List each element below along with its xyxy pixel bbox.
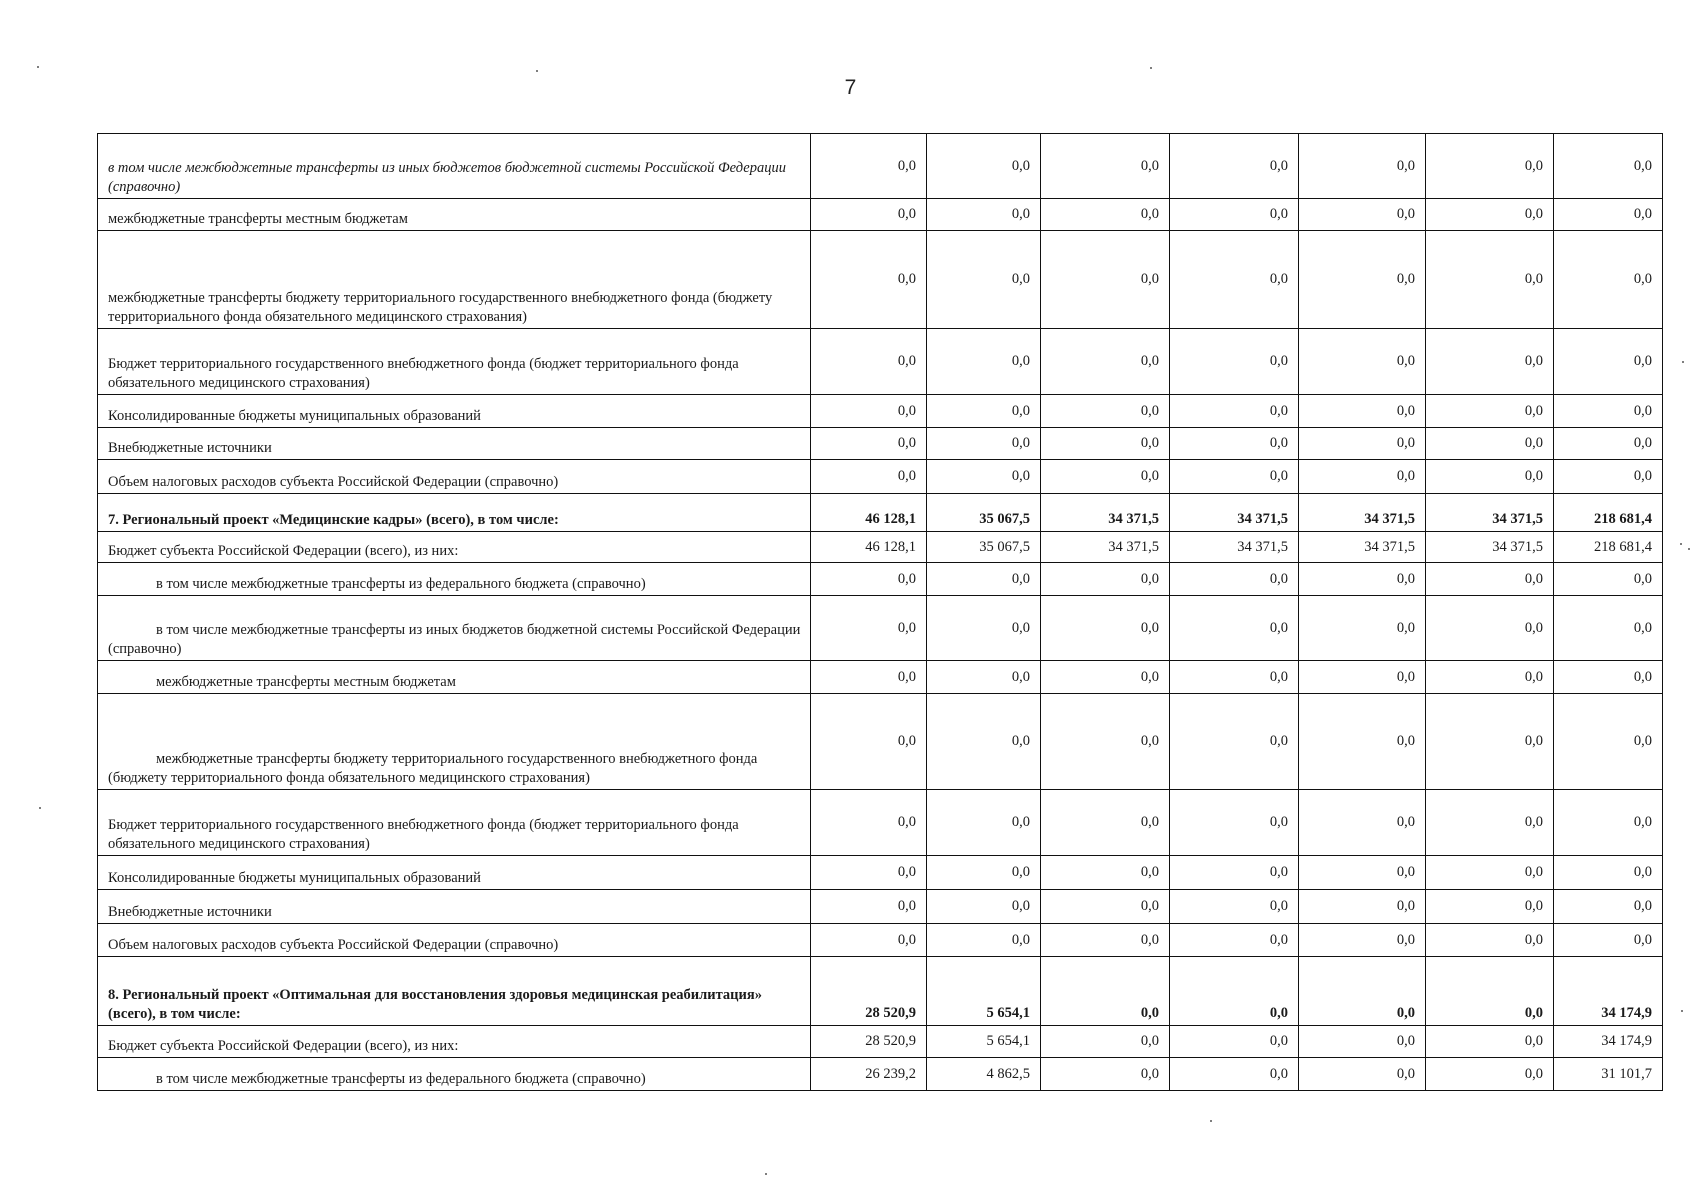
value-cell: 0,0 bbox=[1041, 790, 1170, 856]
value-cell: 28 520,9 bbox=[811, 1026, 927, 1058]
value-cell: 0,0 bbox=[927, 428, 1041, 460]
table-row bbox=[98, 1058, 1663, 1091]
value-cell: 0,0 bbox=[1426, 790, 1554, 856]
value-cell: 0,0 bbox=[811, 563, 927, 596]
value-cell: 218 681,4 bbox=[1554, 532, 1663, 563]
value-cell: 0,0 bbox=[1170, 134, 1299, 199]
value-cell: 0,0 bbox=[811, 596, 927, 661]
value-cell: 0,0 bbox=[927, 890, 1041, 924]
value-cell: 34 371,5 bbox=[1426, 532, 1554, 563]
value-cell: 5 654,1 bbox=[927, 957, 1041, 1026]
value-cell: 0,0 bbox=[1426, 563, 1554, 596]
value-cell: 0,0 bbox=[1041, 1026, 1170, 1058]
value-cell: 0,0 bbox=[1041, 924, 1170, 957]
value-cell: 0,0 bbox=[1426, 924, 1554, 957]
value-cell: 0,0 bbox=[1299, 563, 1426, 596]
scan-speck bbox=[765, 1173, 767, 1175]
row-label: межбюджетные трансферты бюджету территориального государственного внебюджетного фонда (бюджету территориального фонда обязательного медицинского страхования) bbox=[98, 231, 811, 329]
value-cell: 26 239,2 bbox=[811, 1058, 927, 1091]
table-row bbox=[98, 596, 1663, 661]
value-cell: 0,0 bbox=[1554, 199, 1663, 231]
value-cell: 0,0 bbox=[1426, 428, 1554, 460]
value-cell: 0,0 bbox=[1041, 460, 1170, 494]
value-cell: 0,0 bbox=[811, 395, 927, 428]
row-label: Бюджет субъекта Российской Федерации (всего), из них: bbox=[98, 1026, 811, 1058]
value-cell: 0,0 bbox=[927, 924, 1041, 957]
row-label: Внебюджетные источники bbox=[98, 890, 811, 924]
scan-speck bbox=[37, 66, 39, 68]
value-cell: 0,0 bbox=[1299, 199, 1426, 231]
value-cell: 0,0 bbox=[1299, 890, 1426, 924]
value-cell: 0,0 bbox=[1426, 856, 1554, 890]
value-cell: 0,0 bbox=[1554, 460, 1663, 494]
value-cell: 0,0 bbox=[811, 790, 927, 856]
table-row bbox=[98, 790, 1663, 856]
value-cell: 0,0 bbox=[1170, 596, 1299, 661]
value-cell: 34 371,5 bbox=[1170, 494, 1299, 532]
value-cell: 34 174,9 bbox=[1554, 1026, 1663, 1058]
value-cell: 0,0 bbox=[1299, 134, 1426, 199]
table-row bbox=[98, 199, 1663, 231]
row-label: Бюджет субъекта Российской Федерации (всего), из них: bbox=[98, 532, 811, 563]
value-cell: 0,0 bbox=[1426, 395, 1554, 428]
table-row bbox=[98, 231, 1663, 329]
value-cell: 0,0 bbox=[1426, 957, 1554, 1026]
value-cell: 0,0 bbox=[1041, 890, 1170, 924]
scan-speck bbox=[1681, 1010, 1683, 1012]
value-cell: 0,0 bbox=[1041, 395, 1170, 428]
value-cell: 0,0 bbox=[1170, 1026, 1299, 1058]
value-cell: 0,0 bbox=[811, 924, 927, 957]
value-cell: 46 128,1 bbox=[811, 532, 927, 563]
value-cell: 0,0 bbox=[1170, 563, 1299, 596]
value-cell: 0,0 bbox=[1041, 856, 1170, 890]
table-row bbox=[98, 428, 1663, 460]
scan-speck bbox=[1680, 543, 1682, 545]
value-cell: 0,0 bbox=[927, 231, 1041, 329]
value-cell: 0,0 bbox=[1170, 199, 1299, 231]
value-cell: 0,0 bbox=[1041, 1058, 1170, 1091]
value-cell: 0,0 bbox=[927, 329, 1041, 395]
value-cell: 34 371,5 bbox=[1170, 532, 1299, 563]
table-row bbox=[98, 661, 1663, 694]
value-cell: 0,0 bbox=[1041, 199, 1170, 231]
value-cell: 0,0 bbox=[1170, 694, 1299, 790]
value-cell: 0,0 bbox=[1041, 563, 1170, 596]
value-cell: 218 681,4 bbox=[1554, 494, 1663, 532]
section-header-row bbox=[98, 494, 1663, 532]
value-cell: 0,0 bbox=[1170, 460, 1299, 494]
value-cell: 0,0 bbox=[927, 199, 1041, 231]
row-label: Объем налоговых расходов субъекта Российской Федерации (справочно) bbox=[98, 460, 811, 494]
value-cell: 0,0 bbox=[1170, 428, 1299, 460]
value-cell: 0,0 bbox=[1170, 1058, 1299, 1091]
value-cell: 0,0 bbox=[927, 856, 1041, 890]
row-label: в том числе межбюджетные трансферты из федерального бюджета (справочно) bbox=[98, 1058, 811, 1091]
value-cell: 0,0 bbox=[1426, 329, 1554, 395]
value-cell: 0,0 bbox=[1299, 924, 1426, 957]
value-cell: 34 371,5 bbox=[1299, 494, 1426, 532]
table-row bbox=[98, 329, 1663, 395]
row-label: Внебюджетные источники bbox=[98, 428, 811, 460]
table-row bbox=[98, 1026, 1663, 1058]
row-label: Консолидированные бюджеты муниципальных образований bbox=[98, 395, 811, 428]
value-cell: 0,0 bbox=[1170, 957, 1299, 1026]
table-row bbox=[98, 856, 1663, 890]
value-cell: 0,0 bbox=[927, 395, 1041, 428]
table-row bbox=[98, 460, 1663, 494]
value-cell: 0,0 bbox=[811, 231, 927, 329]
scan-speck bbox=[1688, 548, 1690, 550]
value-cell: 0,0 bbox=[1170, 395, 1299, 428]
value-cell: 0,0 bbox=[1554, 856, 1663, 890]
value-cell: 0,0 bbox=[1426, 134, 1554, 199]
value-cell: 0,0 bbox=[1299, 395, 1426, 428]
section-header-row bbox=[98, 957, 1663, 1026]
value-cell: 0,0 bbox=[1299, 231, 1426, 329]
value-cell: 0,0 bbox=[1554, 694, 1663, 790]
value-cell: 0,0 bbox=[1554, 890, 1663, 924]
value-cell: 0,0 bbox=[1041, 231, 1170, 329]
row-label: межбюджетные трансферты местным бюджетам bbox=[98, 199, 811, 231]
value-cell: 0,0 bbox=[1554, 231, 1663, 329]
value-cell: 0,0 bbox=[811, 428, 927, 460]
row-label: Бюджет территориального государственного внебюджетного фонда (бюджет территориального фонда обязательного медицинского страхования) bbox=[98, 329, 811, 395]
value-cell: 0,0 bbox=[811, 199, 927, 231]
row-label: Консолидированные бюджеты муниципальных образований bbox=[98, 856, 811, 890]
value-cell: 35 067,5 bbox=[927, 494, 1041, 532]
table-row bbox=[98, 924, 1663, 957]
value-cell: 5 654,1 bbox=[927, 1026, 1041, 1058]
value-cell: 35 067,5 bbox=[927, 532, 1041, 563]
row-label: 7. Региональный проект «Медицинские кадры» (всего), в том числе: bbox=[98, 494, 811, 532]
row-label: Объем налоговых расходов субъекта Российской Федерации (справочно) bbox=[98, 924, 811, 957]
value-cell: 0,0 bbox=[1426, 661, 1554, 694]
value-cell: 4 862,5 bbox=[927, 1058, 1041, 1091]
value-cell: 0,0 bbox=[1170, 890, 1299, 924]
value-cell: 0,0 bbox=[1170, 329, 1299, 395]
value-cell: 0,0 bbox=[811, 460, 927, 494]
value-cell: 0,0 bbox=[1554, 596, 1663, 661]
value-cell: 0,0 bbox=[811, 661, 927, 694]
value-cell: 0,0 bbox=[1041, 661, 1170, 694]
value-cell: 0,0 bbox=[1426, 231, 1554, 329]
value-cell: 0,0 bbox=[1299, 460, 1426, 494]
value-cell: 34 371,5 bbox=[1041, 494, 1170, 532]
scan-speck bbox=[1210, 1120, 1212, 1122]
value-cell: 46 128,1 bbox=[811, 494, 927, 532]
value-cell: 28 520,9 bbox=[811, 957, 927, 1026]
table-row bbox=[98, 694, 1663, 790]
value-cell: 0,0 bbox=[811, 694, 927, 790]
value-cell: 0,0 bbox=[811, 329, 927, 395]
value-cell: 0,0 bbox=[1554, 428, 1663, 460]
value-cell: 0,0 bbox=[1041, 428, 1170, 460]
row-label: межбюджетные трансферты бюджету территориального государственного внебюджетного фонда (бюджету территориального фонда обязательного медицинского страхования) bbox=[98, 694, 811, 790]
value-cell: 0,0 bbox=[1170, 856, 1299, 890]
value-cell: 0,0 bbox=[1554, 790, 1663, 856]
value-cell: 0,0 bbox=[1299, 329, 1426, 395]
value-cell: 0,0 bbox=[1299, 661, 1426, 694]
value-cell: 0,0 bbox=[1170, 924, 1299, 957]
value-cell: 0,0 bbox=[1554, 134, 1663, 199]
row-label: Бюджет территориального государственного внебюджетного фонда (бюджет территориального фонда обязательного медицинского страхования) bbox=[98, 790, 811, 856]
value-cell: 0,0 bbox=[811, 134, 927, 199]
value-cell: 0,0 bbox=[1426, 460, 1554, 494]
table-row bbox=[98, 563, 1663, 596]
value-cell: 0,0 bbox=[811, 856, 927, 890]
value-cell: 0,0 bbox=[927, 460, 1041, 494]
row-label: в том числе межбюджетные трансферты из иных бюджетов бюджетной системы Российской Федерации (справочно) bbox=[98, 596, 811, 661]
value-cell: 0,0 bbox=[1426, 1058, 1554, 1091]
page-number: 7 bbox=[844, 76, 857, 99]
value-cell: 0,0 bbox=[1041, 134, 1170, 199]
scan-speck bbox=[39, 807, 41, 809]
value-cell: 0,0 bbox=[1299, 428, 1426, 460]
value-cell: 0,0 bbox=[1426, 596, 1554, 661]
scan-speck bbox=[1682, 361, 1684, 363]
scan-speck bbox=[536, 70, 538, 72]
value-cell: 0,0 bbox=[1554, 563, 1663, 596]
value-cell: 0,0 bbox=[1299, 957, 1426, 1026]
table-row bbox=[98, 532, 1663, 563]
value-cell: 34 371,5 bbox=[1426, 494, 1554, 532]
value-cell: 0,0 bbox=[1554, 329, 1663, 395]
value-cell: 0,0 bbox=[1041, 694, 1170, 790]
value-cell: 0,0 bbox=[1299, 1026, 1426, 1058]
value-cell: 0,0 bbox=[1170, 231, 1299, 329]
row-label: в том числе межбюджетные трансферты из федерального бюджета (справочно) bbox=[98, 563, 811, 596]
value-cell: 0,0 bbox=[1299, 1058, 1426, 1091]
value-cell: 0,0 bbox=[927, 790, 1041, 856]
value-cell: 34 371,5 bbox=[1299, 532, 1426, 563]
value-cell: 0,0 bbox=[1041, 329, 1170, 395]
value-cell: 0,0 bbox=[1170, 661, 1299, 694]
table-row bbox=[98, 395, 1663, 428]
value-cell: 0,0 bbox=[1426, 1026, 1554, 1058]
row-label: 8. Региональный проект «Оптимальная для восстановления здоровья медицинская реабилитация» (всего), в том числе: bbox=[98, 957, 811, 1026]
value-cell: 0,0 bbox=[1426, 890, 1554, 924]
value-cell: 0,0 bbox=[1041, 957, 1170, 1026]
value-cell: 0,0 bbox=[1170, 790, 1299, 856]
value-cell: 0,0 bbox=[1299, 856, 1426, 890]
row-label: в том числе межбюджетные трансферты из иных бюджетов бюджетной системы Российской Федерации (справочно) bbox=[98, 134, 811, 199]
value-cell: 34 174,9 bbox=[1554, 957, 1663, 1026]
value-cell: 0,0 bbox=[1299, 790, 1426, 856]
value-cell: 34 371,5 bbox=[1041, 532, 1170, 563]
value-cell: 0,0 bbox=[1554, 924, 1663, 957]
value-cell: 0,0 bbox=[811, 890, 927, 924]
row-label: межбюджетные трансферты местным бюджетам bbox=[98, 661, 811, 694]
value-cell: 0,0 bbox=[1299, 694, 1426, 790]
value-cell: 0,0 bbox=[1041, 596, 1170, 661]
table-row bbox=[98, 890, 1663, 924]
value-cell: 0,0 bbox=[1426, 694, 1554, 790]
value-cell: 0,0 bbox=[927, 563, 1041, 596]
value-cell: 0,0 bbox=[927, 134, 1041, 199]
value-cell: 0,0 bbox=[1554, 661, 1663, 694]
scan-speck bbox=[1150, 67, 1152, 69]
value-cell: 0,0 bbox=[927, 694, 1041, 790]
value-cell: 0,0 bbox=[1554, 395, 1663, 428]
value-cell: 0,0 bbox=[1426, 199, 1554, 231]
table-row bbox=[98, 134, 1663, 199]
value-cell: 0,0 bbox=[1299, 596, 1426, 661]
value-cell: 31 101,7 bbox=[1554, 1058, 1663, 1091]
budget-table bbox=[97, 133, 1663, 1091]
value-cell: 0,0 bbox=[927, 596, 1041, 661]
value-cell: 0,0 bbox=[927, 661, 1041, 694]
